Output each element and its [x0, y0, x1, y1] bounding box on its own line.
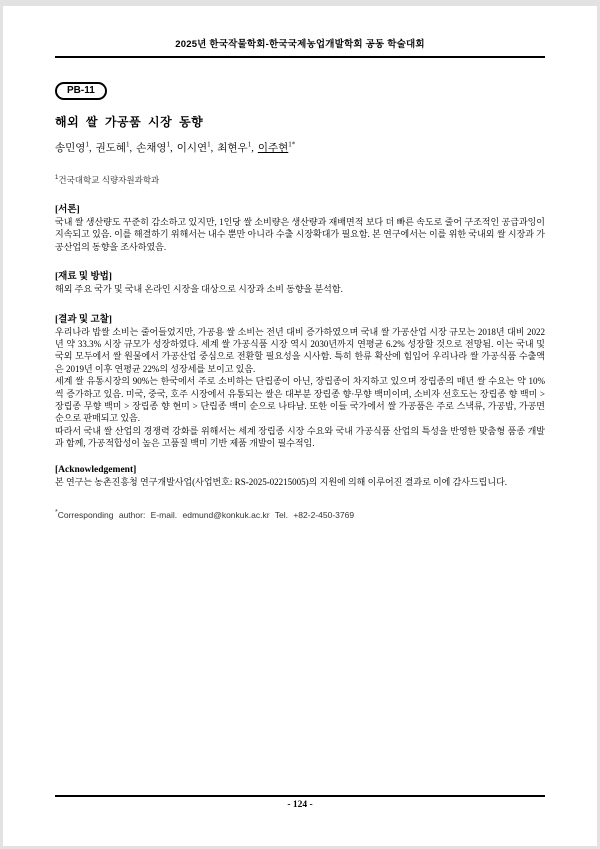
page-footer [55, 795, 545, 810]
author-superscript: 1 [247, 140, 252, 149]
authors-line [55, 140, 545, 155]
corresponding-author-name: 이주현 [257, 143, 289, 154]
footer-rule [55, 795, 545, 797]
author-name: 권도혜 [95, 143, 126, 154]
author-name: 이시연 [176, 143, 208, 154]
affiliation-superscript: 1 [55, 175, 59, 182]
section-heading-introduction: [서론] [55, 205, 80, 215]
section-heading-results-discussion: [결과 및 고찰] [55, 314, 112, 325]
author-separator: , [210, 143, 214, 154]
page-number: - 124 - [287, 800, 313, 810]
results-paragraph-2: 세계 쌀 유통시장의 90%는 한국에서 주로 소비하는 단립종이 아닌, 장립종이 차지하고 있으며 장립종의 매년 쌀 수요는 약 10%씩 증가하고 있음. 미국, 중국, 호주 시장에서 유통되는 쌀은 대부분 장립종 향·무향 백미이며, 소비자 선호도는 장립종 향 백미 > 장립종 무향 백미 > 장립종 향 현미 > 단립종 백미 순으로 나타남. 또한 이들 국가에서 쌀 가공품은 주로 스낵류, 가공밥, 가공면 순으로 판매되고 있음. [55, 376, 545, 424]
author-name: 손채영 [136, 143, 167, 154]
author-name: 최현우 [217, 143, 248, 154]
results-paragraph-1: 우리나라 밥쌀 소비는 줄어들었지만, 가공용 쌀 소비는 전년 대비 증가하였으며 국내 쌀 가공산업 시장 규모는 2018년 대비 2022년 약 33.3% 시장 규모가 성장하였다. 세계 쌀 가공식품 시장 역시 2030년까지 연평균 6.2% 성장할 것으로 전망됨. 이는 국내 및 국외 모두에서 쌀 원물에서 가공산업 중심으로 전환할 필요성을 시사함. 특히 한류 확산에 힘입어 우리나라 쌀 가공식품 수출액은 2019년 이후 연평균 22%의 성장세를 보이고 있음. [55, 326, 545, 374]
abstract-id-badge: PB-11 [55, 82, 107, 100]
author-superscript: 1 [207, 140, 211, 149]
corresponding-text: Corresponding author: E-mail. edmund@konkuk.ac.kr Tel. +82-2-450-3769 [57, 510, 355, 521]
affiliation-text: 건국대학교 식량자원과학과 [58, 175, 160, 185]
author-superscript: 1 [85, 140, 89, 149]
abstract-title: 해외 쌀 가공품 시장 동향 [55, 115, 204, 129]
author-separator: , [251, 143, 254, 154]
author-separator: , [88, 143, 92, 154]
author-separator: , [129, 143, 133, 154]
section-body-introduction: 국내 쌀 생산량도 꾸준히 감소하고 있지만, 1인당 쌀 소비량은 생산량과 재배면적 보다 더 빠른 속도로 줄어 구조적인 공급과잉이 지속되고 있음. 이를 해결하기 위해서는 내수 뿐만 아니라 수출 시장확대가 필요함. 본 연구에서는 이를 위한 국내외 쌀 시장과 가공산업의 동향을 조사하였음. [55, 217, 545, 252]
author-superscript: 1* [288, 140, 296, 149]
author-separator: , [170, 143, 173, 154]
section-body-materials-methods: 해외 주요 국가 및 국내 온라인 시장을 대상으로 시장과 소비 동향을 분석함. [55, 284, 343, 295]
author-name: 송민영 [55, 143, 86, 154]
author-superscript: 1 [126, 140, 130, 149]
author-superscript: 1 [166, 140, 171, 149]
section-body-acknowledgement: 본 연구는 농촌진흥청 연구개발사업(사업번호: RS-2025-02215005)의 지원에 의해 이루어진 결과로 이에 감사드립니다. [55, 476, 508, 487]
corresponding-asterisk: * [55, 509, 58, 517]
affiliation-line [55, 174, 545, 186]
results-paragraph-3: 따라서 국내 쌀 산업의 경쟁력 강화를 위해서는 세계 장립종 시장 수요와 국내 가공식품 산업의 특성을 반영한 맞춤형 품종 개발과 함께, 가공적합성이 높은 고품질 백미 기반 제품 개발이 필수적임. [55, 425, 545, 449]
conference-title: 2025년 한국작물학회-한국국제농업개발학회 공동 학술대회 [175, 39, 425, 50]
section-heading-acknowledgement: [Acknowledgement] [55, 464, 137, 475]
document-page [3, 6, 597, 846]
section-heading-materials-methods: [재료 및 방법] [55, 272, 112, 283]
conference-header [3, 36, 597, 58]
abstract-content [3, 58, 597, 520]
corresponding-author-line [55, 510, 545, 520]
